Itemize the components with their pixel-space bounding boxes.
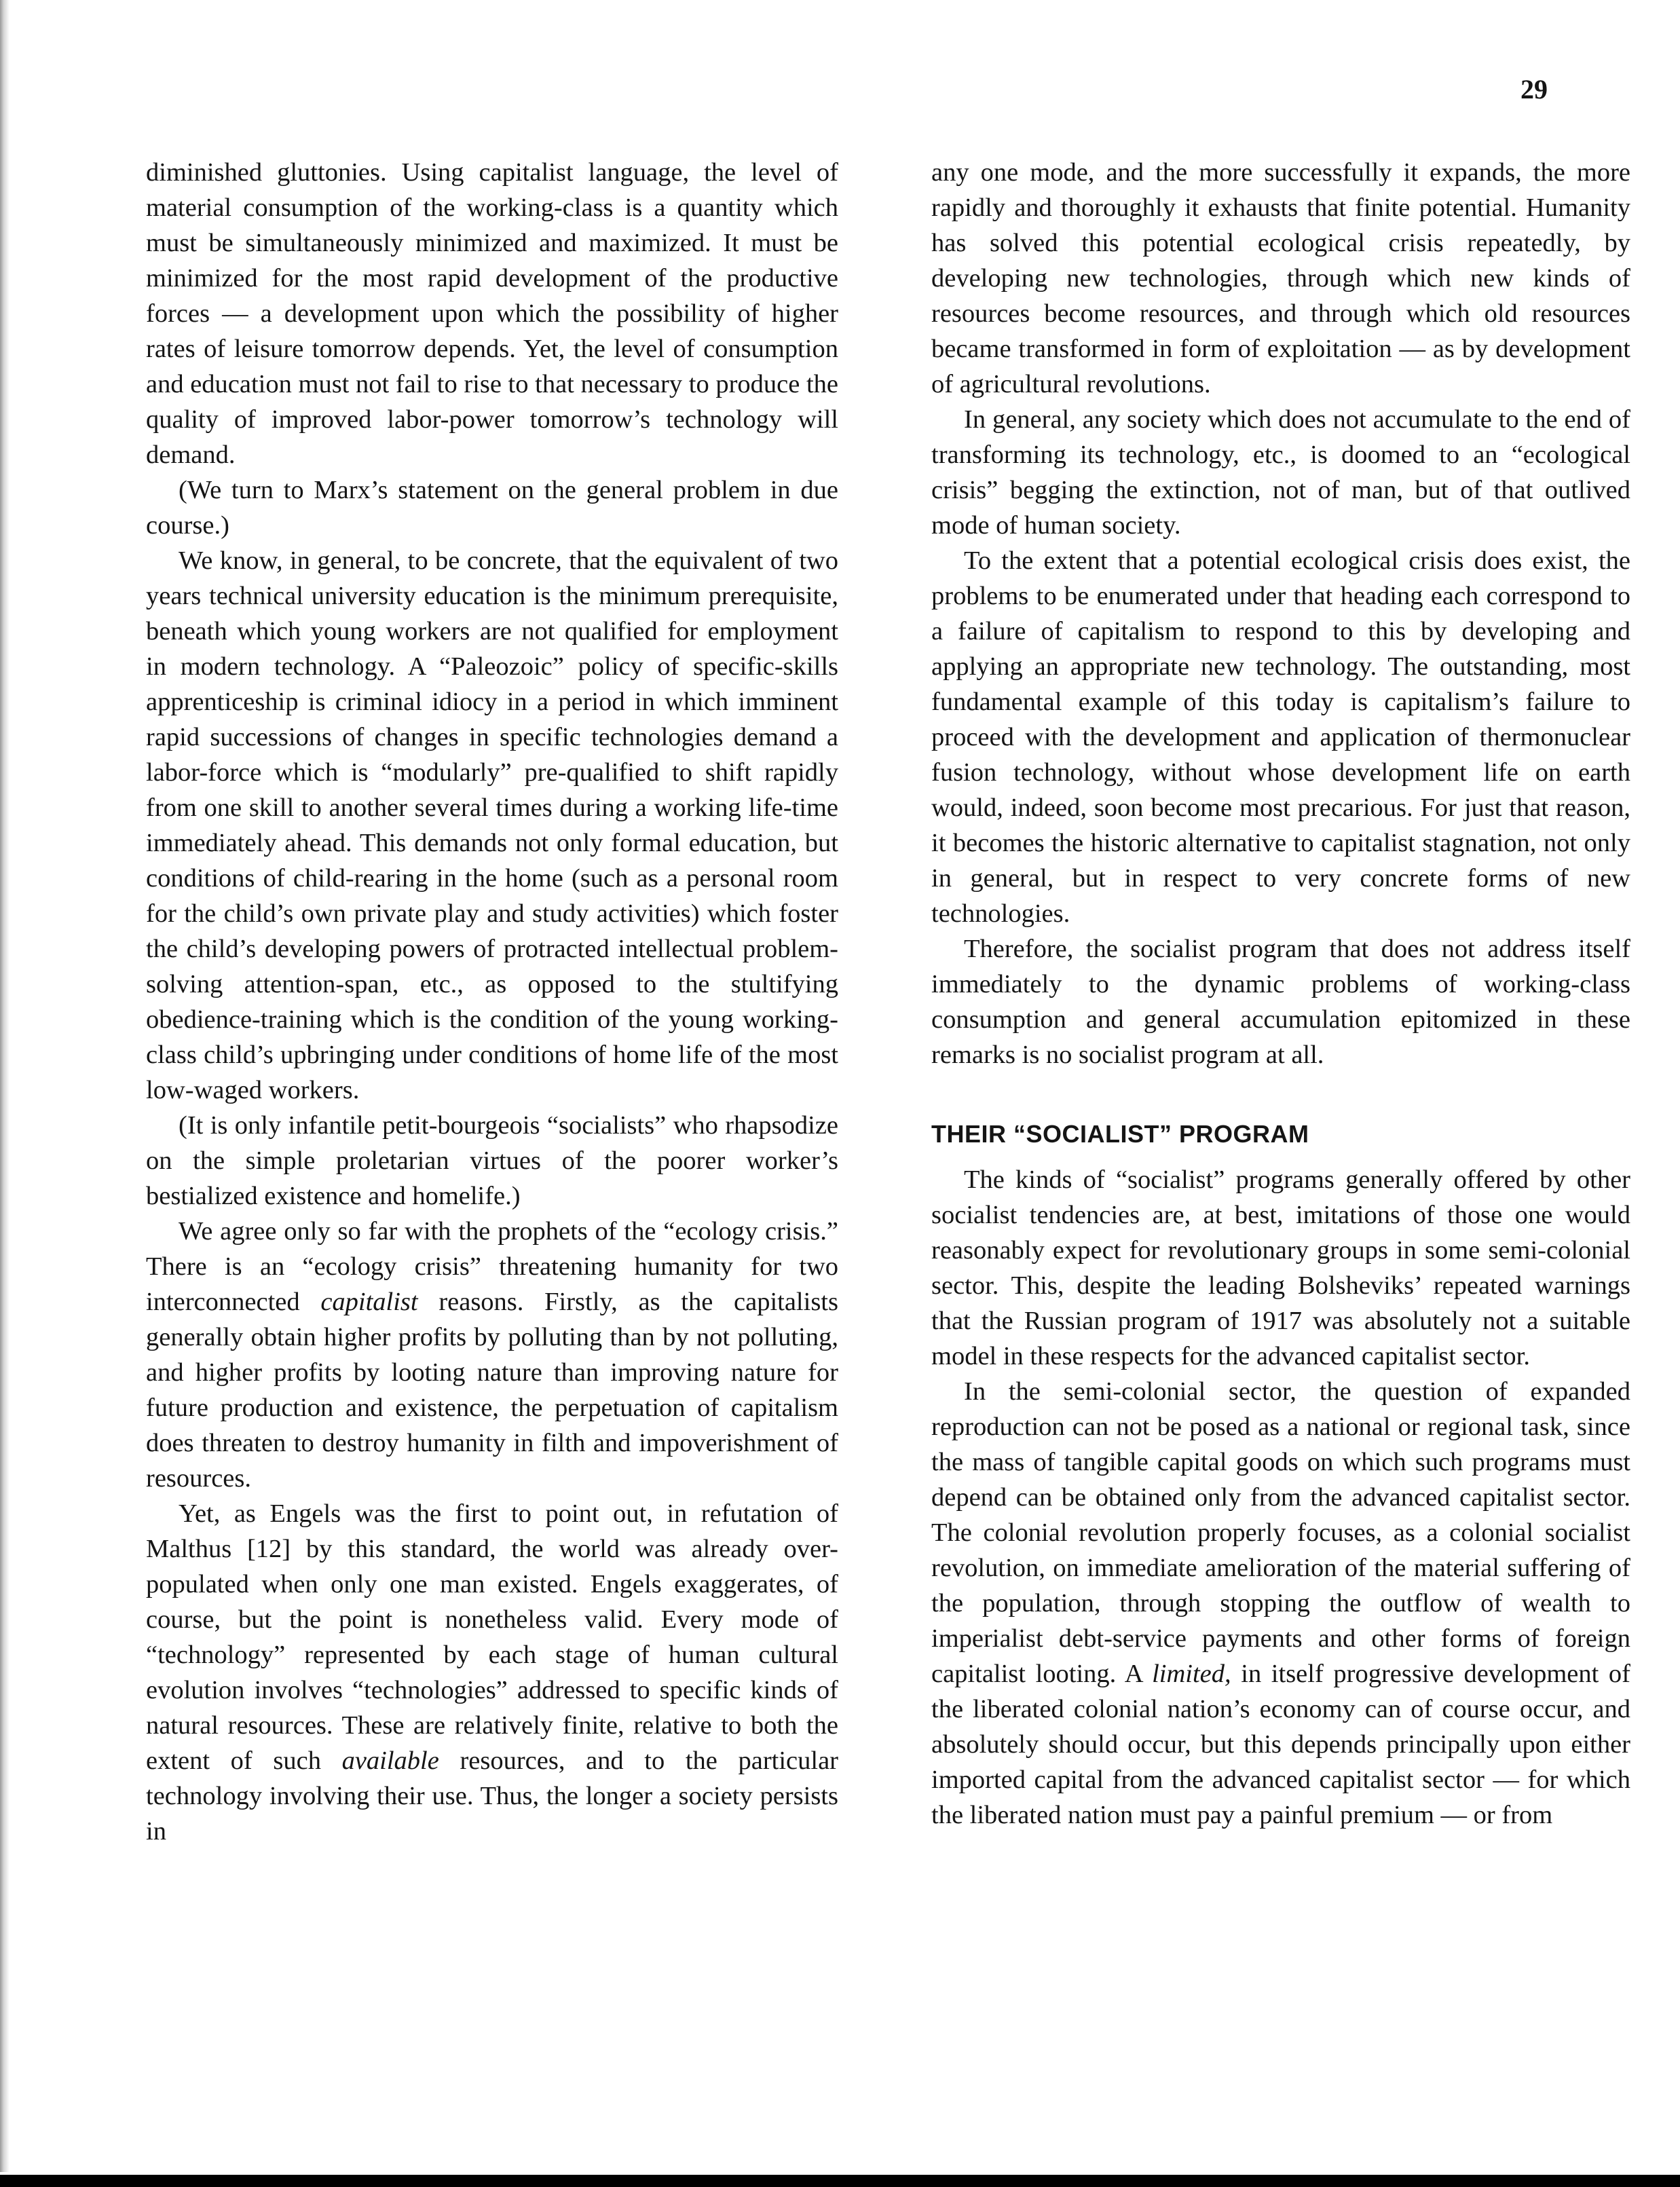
- paragraph: [146, 1108, 838, 1214]
- bottom-rule: [0, 2175, 1680, 2187]
- paragraph-text: (We turn to Marx’s statement on the general problem in due course.): [146, 476, 838, 540]
- emphasized-text: capitalist: [320, 1288, 418, 1316]
- paragraph: [931, 543, 1630, 931]
- paragraph-text: (It is only infantile petit-bourgeois “socialists” who rhapsodize on the simple proletarian virtues of the poorer worker’s bestialized existence and homelife.): [146, 1111, 838, 1210]
- paragraph-text: The kinds of “socialist” programs generally offered by other socialist tendencies are, at best, imitations of those one would reasonably expect for revolutionary groups in some semi-colonial sector. This, despite the leading Bolsheviks’ repeated warnings that the Russian program of 1917 was absolutely not a suitable model in these respects for the advanced capitalist sector.: [931, 1165, 1630, 1370]
- paragraph-text: We agree only so far with the prophets of the “ecology crisis.” There is an “ecology crisis” threatening humanity for two interconnected: [146, 1217, 838, 1316]
- left-column: [146, 155, 838, 1849]
- paragraph: [931, 1374, 1630, 1833]
- emphasized-text: available: [341, 1746, 439, 1775]
- right-column: [931, 155, 1630, 1833]
- right-column-body-bottom: [931, 1162, 1630, 1833]
- section-heading: THEIR “SOCIALIST” PROGRAM: [931, 1120, 1309, 1148]
- paragraph-text: In the semi-colonial sector, the question of expanded reproduction can not be posed as a national or regional task, since the mass of tangible capital goods on which such programs must depend can be obtained only from the advanced capitalist sector. The colonial revolution properly focuses, as a colonial socialist revolution, on immediate amelioration of the material suffering of the population, through stopping the outflow of wealth to imperialist debt-service payments and other forms of foreign capitalist looting. A: [931, 1377, 1630, 1688]
- paragraph: [146, 1214, 838, 1496]
- paragraph: [146, 155, 838, 472]
- paragraph-text: To the extent that a potential ecological crisis does exist, the problems to be enumerated under that heading each correspond to a failure of capitalism to respond to this by developing and applying an appropriate new technology. The outstanding, most fundamental example of this today is capitalism’s failure to proceed with the development and application of thermonuclear fusion technology, without whose development life on earth would, indeed, soon become most precarious. For just that reason, it becomes the historic alternative to capitalist stagnation, not only in general, but in respect to very concrete forms of new technologies.: [931, 546, 1630, 928]
- right-column-body-top: [931, 155, 1630, 1072]
- paragraph: [146, 543, 838, 1108]
- paragraph: [931, 155, 1630, 402]
- paragraph: [931, 1162, 1630, 1374]
- paragraph-text: Yet, as Engels was the first to point out, in refutation of Malthus [12] by this standard, the world was already over-populated when only one man existed. Engels exaggerates, of course, but the point is nonetheless valid. Every mode of “technology” represented by each stage of human cultural evolution involves “technologies” addressed to specific kinds of natural resources. These are relatively finite, relative to both the extent of such: [146, 1499, 838, 1775]
- paragraph-text: in itself progressive development of the liberated colonial nation’s economy can of course occur, and absolutely should occur, but this depends principally upon either imported capital from the advanced capitalist sector — for which the liberated nation must pay a painful premium — or from: [931, 1660, 1631, 1829]
- page-binding-edge: [0, 0, 10, 2172]
- paragraph-text: diminished gluttonies. Using capitalist language, the level of material consumption of the working-class is a quantity which must be simultaneously minimized and maximized. It must be minimized for the most rapid development of the productive forces — a development upon which the possibility of higher rates of leisure tomorrow depends. Yet, the level of consumption and education must not fail to rise to that necessary to produce the quality of improved labor-power tomorrow’s technology will demand.: [146, 158, 838, 469]
- emphasized-text: limited,: [1152, 1660, 1231, 1688]
- paragraph: [146, 472, 838, 543]
- paragraph-text: We know, in general, to be concrete, that the equivalent of two years technical university education is the minimum prerequisite, beneath which young workers are not qualified for employment in modern technology. A “Paleozoic” policy of specific-skills apprenticeship is criminal idiocy in a period in which imminent rapid successions of changes in specific technologies demand a labor-force which is “modularly” pre-qualified to shift rapidly from one skill to another several times during a working life-time immediately ahead. This demands not only formal education, but conditions of child-rearing in the home (such as a personal room for the child’s own private play and study activities) which foster the child’s developing powers of protracted intellectual problem-solving attention-span, etc., as opposed to the stultifying obedience-training which is the condition of the young working-class child’s upbringing under conditions of home life of the most low-waged workers.: [146, 546, 838, 1104]
- paragraph: [931, 402, 1630, 543]
- paragraph-text: In general, any society which does not accumulate to the end of transforming its technology, etc., is doomed to an “ecological crisis” begging the extinction, not of man, but of that outlived mode of human society.: [931, 405, 1630, 540]
- paragraph-text: resources, and to the particular technology involving their use. Thus, the longer a society persists in: [146, 1746, 838, 1846]
- paragraph: [931, 931, 1630, 1072]
- paragraph-text: any one mode, and the more successfully it expands, the more rapidly and thoroughly it exhausts that finite potential. Humanity has solved this potential ecological crisis repeatedly, by developing new technologies, through which new kinds of resources become resources, and through which old resources became transformed in form of exploitation — as by development of agricultural revolutions.: [931, 158, 1630, 398]
- paragraph-text: reasons. Firstly, as the capitalists generally obtain higher profits by polluting than by not polluting, and higher profits by looting nature than improving nature for future production and existence, the perpetuation of capitalism does threaten to destroy humanity in filth and impoverishment of resources.: [146, 1288, 838, 1493]
- paragraph: [146, 1496, 838, 1849]
- paragraph-text: Therefore, the socialist program that does not address itself immediately to the dynamic problems of working-class consumption and general accumulation epitomized in these remarks is no socialist program at all.: [931, 935, 1630, 1069]
- page-number: 29: [1520, 74, 1548, 105]
